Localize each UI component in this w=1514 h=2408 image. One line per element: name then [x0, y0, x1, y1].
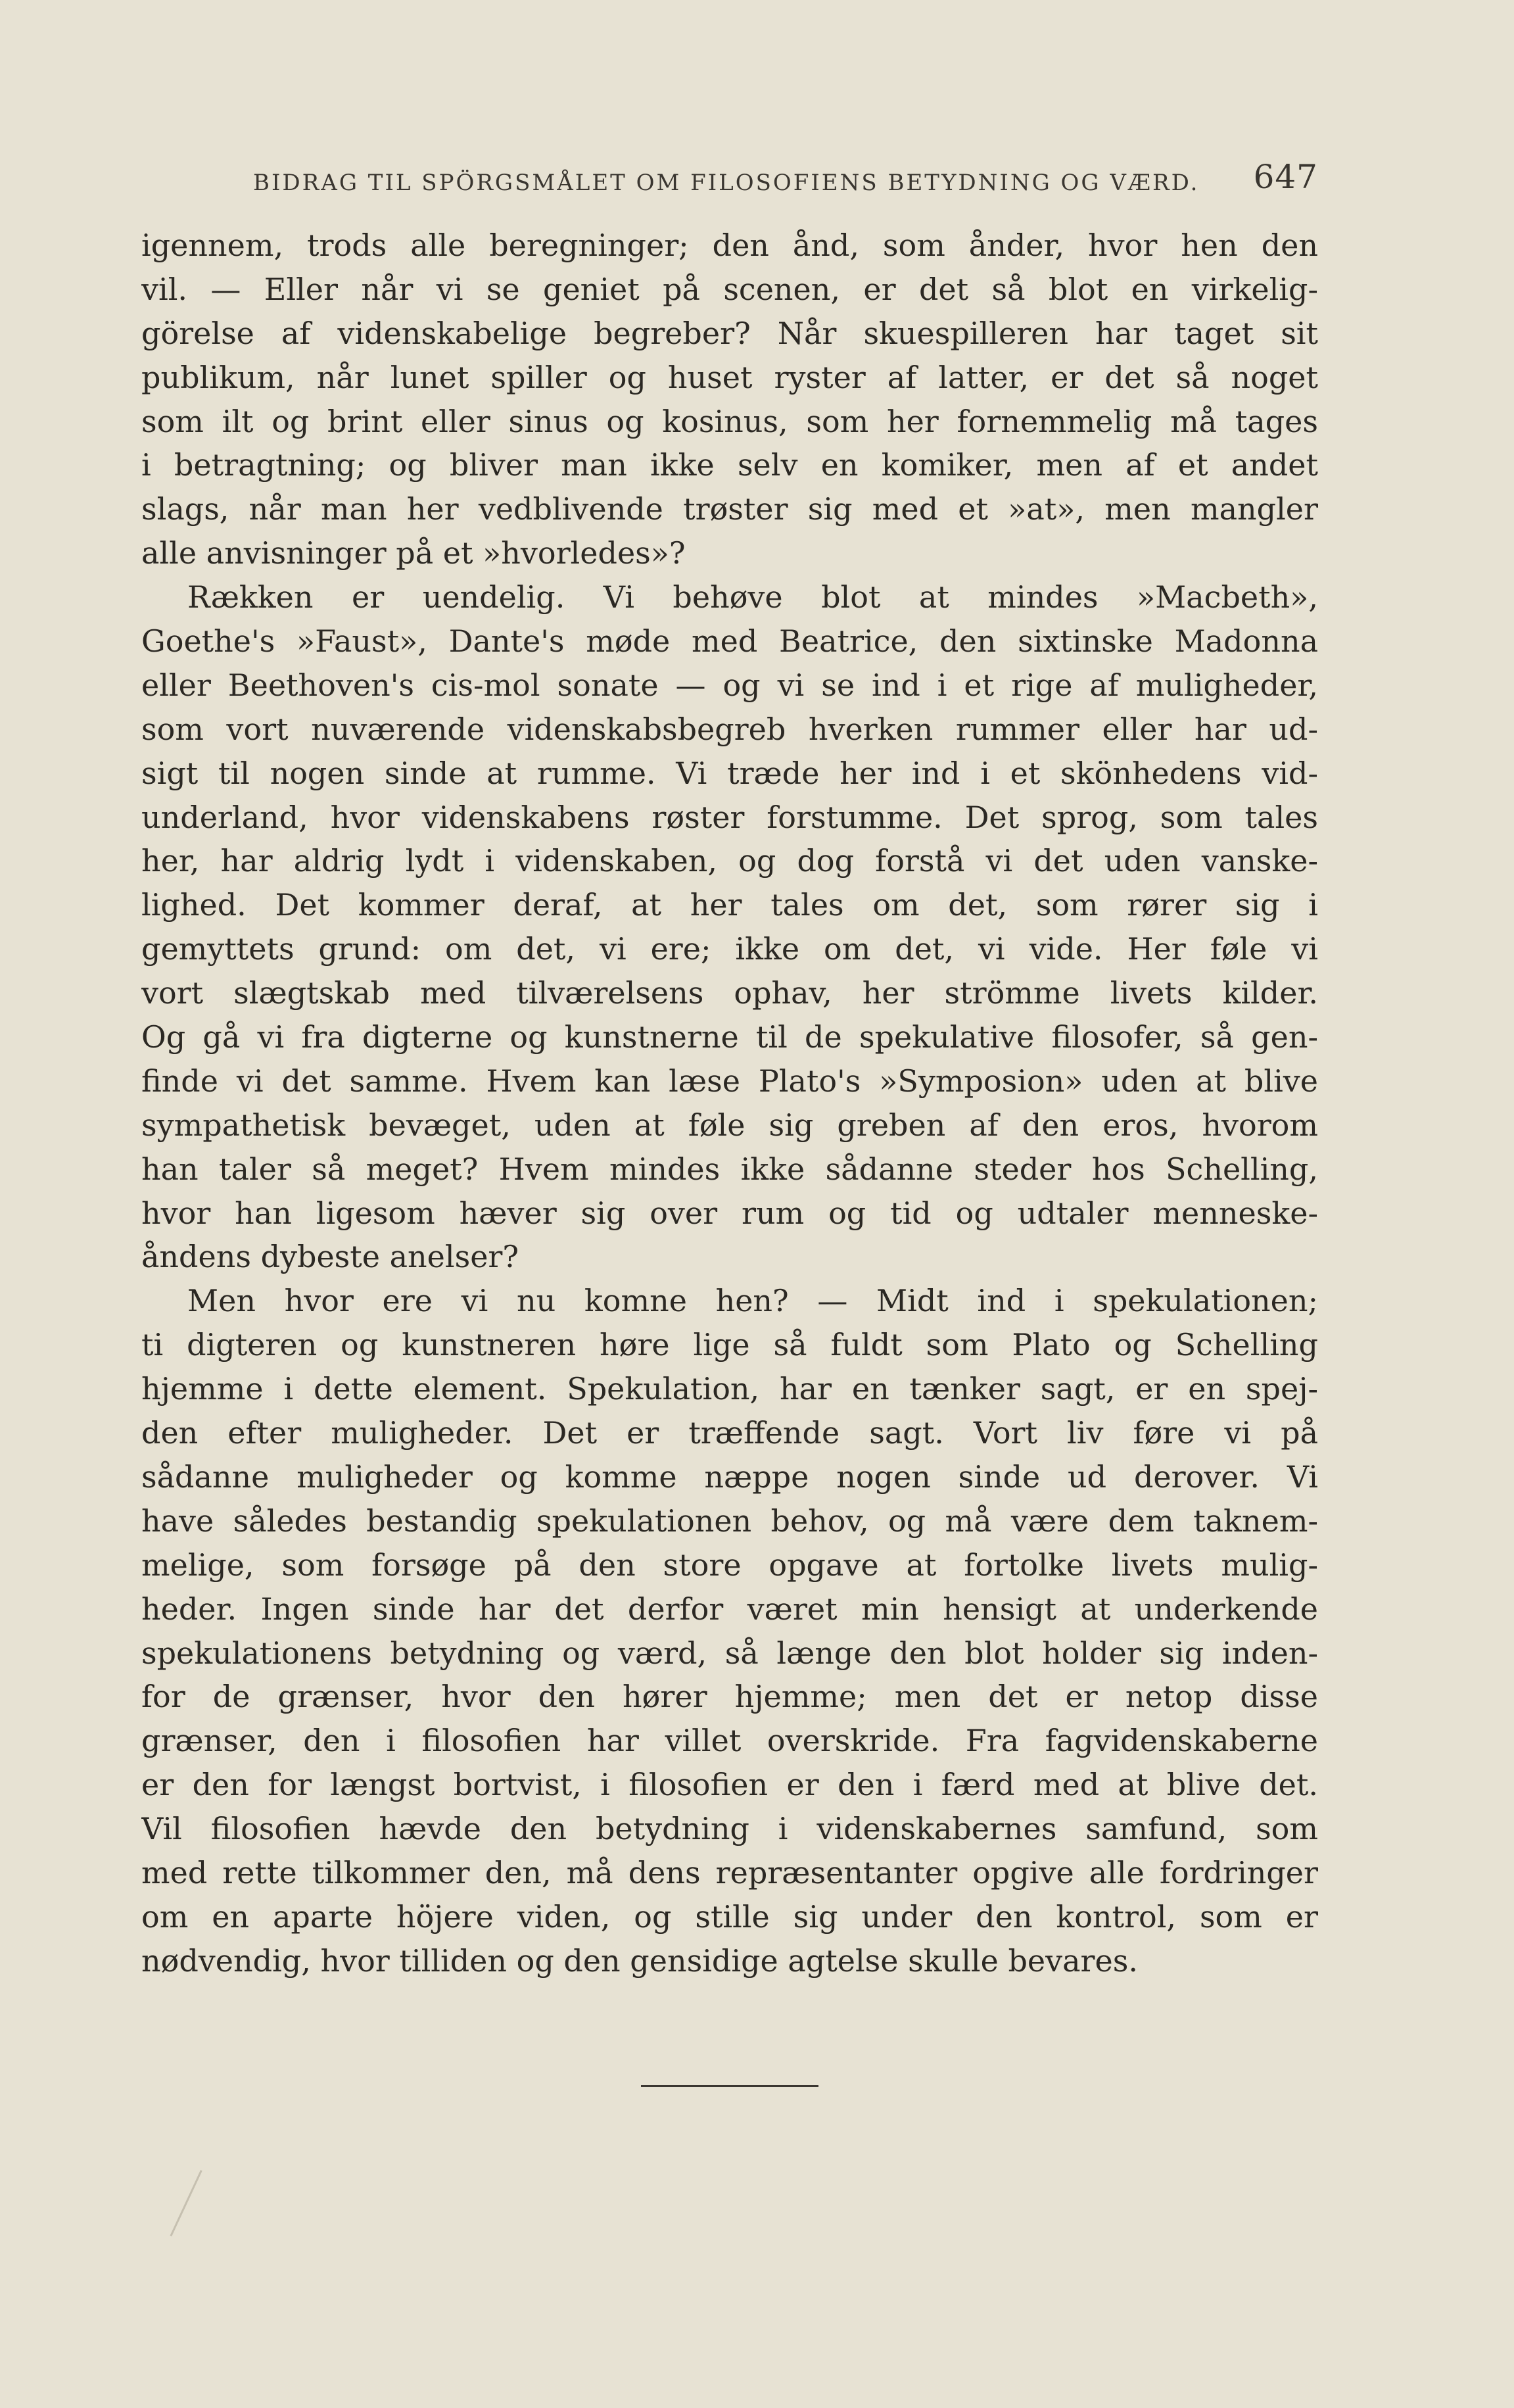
- text-line: görelse af videnskabelige begreber? Når skuespilleren har taget sit: [141, 315, 1318, 351]
- text-line: Vil filosofien hævde den betydning i videnskabernes samfund, som: [141, 1811, 1318, 1847]
- text-line: han taler så meget? Hvem mindes ikke sådanne steder hos Schelling,: [141, 1151, 1318, 1187]
- text-line: publikum, når lunet spiller og huset ryster af latter, er det så noget: [141, 359, 1318, 395]
- text-line: grænser, den i filosofien har villet overskride. Fra fagvidenskaberne: [141, 1723, 1318, 1759]
- text-line: åndens dybeste anelser?: [141, 1239, 519, 1275]
- text-line: som vort nuværende videnskabsbegreb hverken rummer eller har ud-: [141, 711, 1318, 747]
- text-line: lighed. Det kommer deraf, at her tales om det, som rører sig i: [141, 887, 1318, 923]
- section-divider: [641, 2085, 818, 2087]
- text-line: sigt til nogen sinde at rumme. Vi træde her ind i et skönhedens vid-: [141, 755, 1318, 791]
- text-line: Og gå vi fra digterne og kunstnerne til de spekulative filosofer, så gen-: [141, 1019, 1318, 1055]
- page-number: 647: [1253, 158, 1318, 196]
- text-line: eller Beethoven's cis-mol sonate — og vi se ind i et rige af muligheder,: [141, 667, 1318, 703]
- text-line: hvor han ligesom hæver sig over rum og tid og udtaler menneske-: [141, 1195, 1318, 1231]
- pencil-mark: [170, 2170, 202, 2236]
- text-line: finde vi det samme. Hvem kan læse Plato's »Symposion» uden at blive: [141, 1063, 1318, 1099]
- text-line: her, har aldrig lydt i videnskaben, og dog forstå vi det uden vanske-: [141, 843, 1318, 879]
- text-line: heder. Ingen sinde har det derfor været min hensigt at underkende: [141, 1591, 1318, 1627]
- text-line: ti digteren og kunstneren høre lige så fuldt som Plato og Schelling: [141, 1327, 1318, 1363]
- text-line: om en aparte höjere viden, og stille sig under den kontrol, som er: [141, 1898, 1318, 1935]
- text-line: sympathetisk bevæget, uden at føle sig greben af den eros, hvorom: [141, 1107, 1318, 1143]
- text-line: vort slægtskab med tilværelsens ophav, her strömme livets kilder.: [141, 975, 1318, 1011]
- text-line: nødvendig, hvor tilliden og den gensidige agtelse skulle bevares.: [141, 1942, 1139, 1979]
- text-line: vil. — Eller når vi se geniet på scenen, er det så blot en virkelig-: [141, 271, 1318, 307]
- text-line: melige, som forsøge på den store opgave at fortolke livets mulig-: [141, 1547, 1318, 1583]
- text-line: gemyttets grund: om det, vi ere; ikke om det, vi vide. Her føle vi: [141, 931, 1318, 967]
- text-line: i betragtning; og bliver man ikke selv en komiker, men af et andet: [141, 447, 1318, 483]
- text-line: Men hvor ere vi nu komne hen? — Midt ind i spekulationen;: [187, 1283, 1318, 1319]
- running-header: [141, 143, 1318, 196]
- text-line: Goethe's »Faust», Dante's møde med Beatrice, den sixtinske Madonna: [141, 623, 1318, 660]
- running-title: BIDRAG TIL SPÖRGSMÅLET OM FILOSOFIENS BETYDNING OG VÆRD.: [253, 170, 1200, 196]
- text-line: hjemme i dette element. Spekulation, har en tænker sagt, er en spej-: [141, 1371, 1318, 1407]
- text-line: slags, når man her vedblivende trøster sig med et »at», men mangler: [141, 491, 1318, 527]
- text-line: spekulationens betydning og værd, så længe den blot holder sig inden-: [141, 1635, 1318, 1671]
- text-line: med rette tilkommer den, må dens repræsentanter opgive alle fordringer: [141, 1854, 1318, 1890]
- text-line: den efter muligheder. Det er træffende sagt. Vort liv føre vi på: [141, 1415, 1318, 1451]
- text-line: igennem, trods alle beregninger; den ånd, som ånder, hvor hen den: [141, 228, 1318, 263]
- text-line: er den for længst bortvist, i filosofien er den i færd med at blive det.: [141, 1767, 1318, 1803]
- text-line: underland, hvor videnskabens røster forstumme. Det sprog, som tales: [141, 799, 1318, 835]
- text-line: alle anvisninger på et »hvorledes»?: [141, 535, 686, 571]
- text-line: som ilt og brint eller sinus og kosinus, som her fornemmelig må tages: [141, 403, 1318, 439]
- text-line: sådanne muligheder og komme næppe nogen sinde ud derover. Vi: [141, 1458, 1318, 1495]
- body-text: [141, 224, 1318, 1983]
- text-line: have således bestandig spekulationen behov, og må være dem taknem-: [141, 1503, 1318, 1539]
- text-line: Rækken er uendelig. Vi behøve blot at mindes »Macbeth»,: [187, 579, 1318, 615]
- text-line: for de grænser, hvor den hører hjemme; men det er netop disse: [141, 1679, 1318, 1715]
